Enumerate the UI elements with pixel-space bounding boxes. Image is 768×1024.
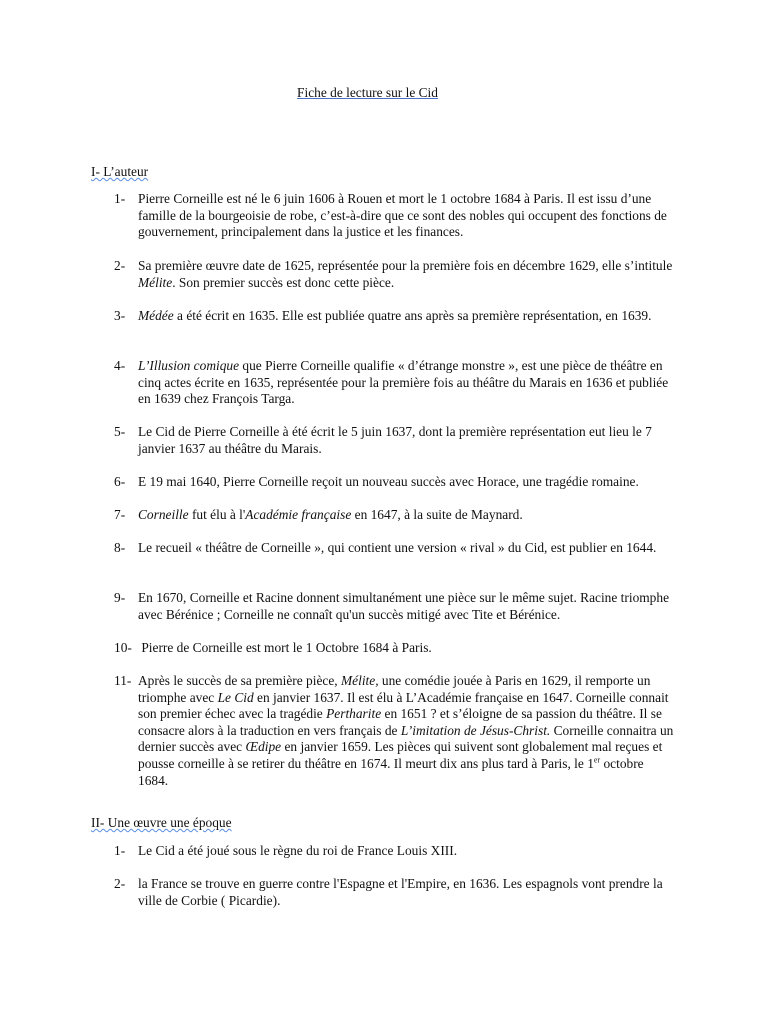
item-number: 9-: [114, 590, 126, 605]
work-title: Médée: [138, 308, 174, 323]
work-title: L’Illusion comique: [138, 358, 240, 373]
item-text: Médée a été écrit en 1635. Elle est publiée quatre ans après sa première représentation, en 1639.: [138, 308, 652, 323]
list-item: [114, 590, 676, 623]
work-title: Mélite,: [341, 673, 379, 688]
work-title: Œdipe: [245, 739, 282, 755]
work-title: Pertharite: [326, 706, 382, 722]
item-text: En 1670, Corneille et Racine donnent simultanément une pièce sur le même sujet. Racine triomphe avec Bérénice ; Corneille ne connaît qu'un succès mitigé avec Tite et Bérénice.: [138, 590, 670, 622]
item-text: Le Cid a été joué sous le règne du roi de France Louis XIII.: [138, 843, 458, 858]
list-item: [114, 673, 676, 789]
item-text: E 19 mai 1640, Pierre Corneille reçoit un nouveau succès avec Horace, une tragédie romaine.: [138, 474, 639, 489]
item-text: Après le succès de sa première pièce, Mélite, une comédie jouée à Paris en 1629, il remporte un triomphe avec Le Cid en janvier 1637. Il est élu à L’Académie française en 1647. Corneille connait son premier échec avec la tragédie Pertharite en 1651 ? et s’éloigne de sa passion du théâtre. Il se consacre alors à la traduction en vers français de L’imitation de Jésus-Christ. Corneille connaitra un dernier succès avec Œdipe en janvier 1659. Les pièces qui suivent sont globalement mal reçues et pousse corneille à se retirer du théâtre en 1674. Il meurt dix ans plus tard à Paris, le 1er octobre 1684.: [138, 673, 674, 788]
item-number: 11-: [114, 673, 132, 688]
item-text: Le Cid de Pierre Corneille à été écrit le 5 juin 1637, dont la première représentation eut lieu le 7 janvier 1637 au théâtre du Marais.: [138, 424, 652, 456]
ordinal-suffix: er: [593, 755, 601, 765]
list-item: [114, 258, 676, 291]
list-item: [114, 843, 676, 860]
item-text: L’Illusion comique que Pierre Corneille qualifie « d’étrange monstre », est une pièce de théâtre en cinq actes écrite en 1635, représentée pour la première fois au théâtre du Marais en 1636 et publiée en 1639 chez François Targa.: [138, 358, 669, 407]
list-item: [114, 540, 676, 557]
list-item: [114, 308, 676, 325]
list-item: [114, 507, 676, 524]
list-item: [114, 474, 676, 491]
item-text: Corneille fut élu à l'Académie française en 1647, à la suite de Maynard.: [138, 507, 523, 522]
list-item: [114, 640, 676, 657]
item-number: 5-: [114, 424, 126, 439]
item-number: 7-: [114, 507, 126, 522]
section-heading-epoch: II- Une œuvre une époque: [91, 815, 232, 830]
work-title: Le Cid: [217, 689, 254, 705]
item-number: 10-: [114, 640, 132, 655]
item-number: 8-: [114, 540, 126, 555]
item-text: Sa première œuvre date de 1625, représentée pour la première fois en décembre 1629, elle s’intitule Mélite. Son premier succès est donc cette pièce.: [138, 258, 673, 290]
item-text: la France se trouve en guerre contre l'Espagne et l'Empire, en 1636. Les espagnols vont prendre la ville de Corbie ( Picardie).: [138, 876, 663, 908]
item-text: Pierre Corneille est né le 6 juin 1606 à Rouen et mort le 1 octobre 1684 à Paris. Il est issu d’une famille de la bourgeoisie de robe, c’est-à-dire que ce sont des nobles qui occupent des fonctions de gouvernement, principalement dans la justice et les finances.: [138, 191, 667, 240]
institution-name: Académie française: [245, 507, 352, 522]
list-item: [114, 424, 676, 457]
item-number: 4-: [114, 358, 126, 373]
list-item: [114, 191, 676, 241]
item-number: 1-: [114, 191, 126, 206]
document-title: Fiche de lecture sur le Cid: [297, 85, 438, 100]
item-text: Pierre de Corneille est mort le 1 Octobre 1684 à Paris.: [138, 640, 432, 655]
work-title: Mélite: [138, 274, 173, 290]
item-text: Le recueil « théâtre de Corneille », qui contient une version « rival » du Cid, est publier en 1644.: [138, 540, 657, 555]
item-number: 2-: [114, 876, 126, 891]
item-number: 3-: [114, 308, 126, 323]
person-name: Corneille: [138, 507, 189, 522]
item-number: 2-: [114, 258, 126, 273]
item-number: 6-: [114, 474, 126, 489]
list-item: [114, 876, 676, 909]
list-item: [114, 358, 676, 408]
item-number: 1-: [114, 843, 126, 858]
section-heading-author: I- L’auteur: [91, 164, 149, 179]
work-title: L’imitation de Jésus-Christ.: [400, 722, 551, 738]
